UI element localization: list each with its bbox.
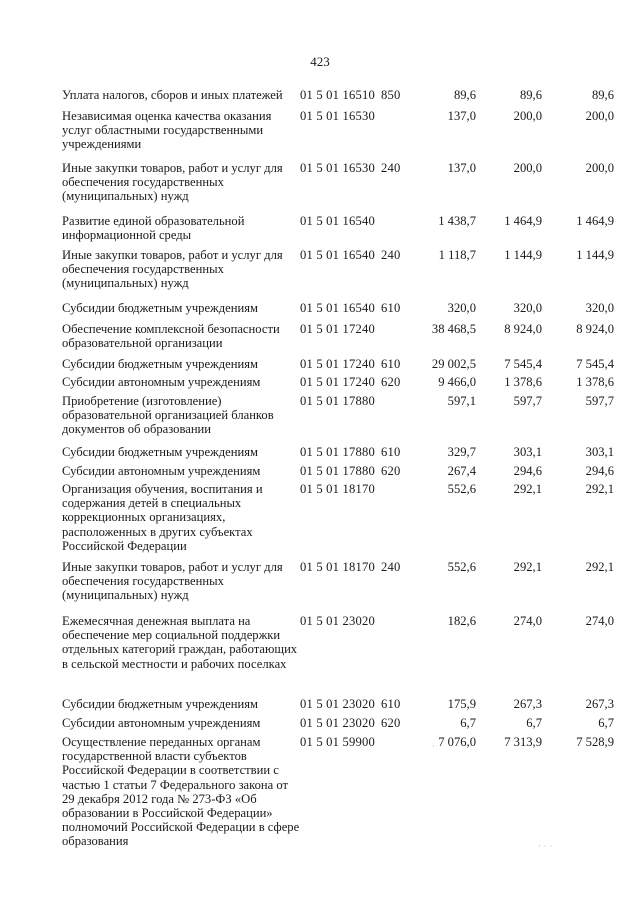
row-name: Субсидии бюджетным учреждениям	[62, 445, 258, 459]
table-row	[0, 560, 640, 614]
expense-type-code: 850	[381, 88, 401, 102]
amount-2: 6,7	[526, 716, 542, 730]
row-name: Субсидии автономным учреждениям	[62, 716, 261, 730]
amount-1: 597,1	[447, 394, 476, 408]
row-name: Субсидии бюджетным учреждениям	[62, 301, 258, 315]
table-row	[0, 375, 640, 394]
table-row	[0, 214, 640, 248]
amount-2: 320,0	[513, 301, 542, 315]
amount-3: 292,1	[585, 482, 614, 496]
row-name: Иные закупки товаров, работ и услуг для обеспечения государственных (муниципальных) нужд	[62, 560, 283, 603]
expense-type-code: 610	[381, 445, 401, 459]
amount-3: 274,0	[585, 614, 614, 628]
amount-2: 1 378,6	[504, 375, 542, 389]
amount-2: 303,1	[513, 445, 542, 459]
row-name: Организация обучения, воспитания и содержания детей в специальных коррекционных организациях, расположенных в других субъектах Российской Федерации	[62, 482, 263, 553]
page-number: 423	[310, 54, 330, 69]
row-name: Уплата налогов, сборов и иных платежей	[62, 88, 283, 102]
amount-3: 89,6	[591, 88, 614, 102]
table-row	[0, 716, 640, 735]
row-name: Осуществление переданных органам государственной власти субъектов Российской Федерации в соответствии с частью 1 статьи 7 Федерального закона от 29 декабря 2012 года № 273-ФЗ «Об образовании в Российской Федерации» полномочий Российской Федерации в сфере образования	[62, 735, 300, 849]
amount-2: 294,6	[513, 464, 542, 478]
amount-1: 1 118,7	[438, 248, 476, 262]
amount-3: 1 378,6	[576, 375, 614, 389]
table-row	[0, 445, 640, 464]
table-row	[0, 357, 640, 375]
amount-2: 292,1	[513, 482, 542, 496]
table-row	[0, 697, 640, 716]
amount-2: 89,6	[519, 88, 542, 102]
amount-1: 552,6	[447, 482, 476, 496]
table-row	[0, 248, 640, 301]
amount-2: 1 464,9	[504, 214, 542, 228]
table-row	[0, 614, 640, 697]
target-article-code: 01 5 01 16510	[300, 88, 376, 102]
amount-2: 292,1	[513, 560, 542, 574]
amount-1: 552,6	[447, 560, 476, 574]
amount-3: 292,1	[585, 560, 614, 574]
target-article-code: 01 5 01 17240	[300, 357, 376, 371]
table-row	[0, 161, 640, 214]
expense-type-code: 620	[381, 375, 401, 389]
amount-2: 200,0	[513, 109, 542, 123]
amount-1: 320,0	[447, 301, 476, 315]
target-article-code: 01 5 01 17880	[300, 464, 376, 478]
expense-type-code: 620	[381, 464, 401, 478]
row-name: Иные закупки товаров, работ и услуг для обеспечения государственных (муниципальных) нужд	[62, 248, 283, 291]
target-article-code: 01 5 01 17880	[300, 394, 376, 408]
table-row	[0, 88, 640, 109]
amount-3: 267,3	[585, 697, 614, 711]
target-article-code: 01 5 01 23020	[300, 614, 376, 628]
target-article-code: 01 5 01 17240	[300, 375, 376, 389]
target-article-code: 01 5 01 17880	[300, 445, 376, 459]
amount-1: 137,0	[447, 161, 476, 175]
amount-3: 1 144,9	[576, 248, 614, 262]
expense-type-code: 610	[381, 357, 401, 371]
amount-1: 175,9	[447, 697, 476, 711]
scan-artifact: ·	[432, 742, 435, 752]
amount-3: 294,6	[585, 464, 614, 478]
amount-1: 182,6	[447, 614, 476, 628]
table-row	[0, 735, 640, 885]
amount-3: 303,1	[585, 445, 614, 459]
table-row	[0, 394, 640, 445]
row-name: Ежемесячная денежная выплата на обеспечение мер социальной поддержки отдельных категорий граждан, работающих в сельской местности и рабочих поселках	[62, 614, 298, 671]
budget-table	[0, 88, 640, 885]
amount-3: 7 545,4	[576, 357, 614, 371]
row-name: Приобретение (изготовление) образовательной организацией бланков документов об образовании	[62, 394, 274, 437]
amount-2: 7 545,4	[504, 357, 542, 371]
table-row	[0, 464, 640, 482]
table-row	[0, 482, 640, 560]
expense-type-code: 240	[381, 248, 401, 262]
amount-1: 329,7	[447, 445, 476, 459]
amount-1: 89,6	[453, 88, 476, 102]
row-name: Иные закупки товаров, работ и услуг для обеспечения государственных (муниципальных) нужд	[62, 161, 283, 204]
scan-artifact: · · ·	[538, 842, 553, 852]
amount-2: 200,0	[513, 161, 542, 175]
target-article-code: 01 5 01 59900	[300, 735, 376, 749]
target-article-code: 01 5 01 23020	[300, 716, 376, 730]
row-name: Развитие единой образовательной информационной среды	[62, 214, 245, 243]
amount-3: 597,7	[585, 394, 614, 408]
amount-1: 1 438,7	[438, 214, 476, 228]
row-name: Субсидии бюджетным учреждениям	[62, 357, 258, 371]
target-article-code: 01 5 01 16540	[300, 248, 376, 262]
amount-1: 38 468,5	[431, 322, 476, 336]
amount-3: 320,0	[585, 301, 614, 315]
expense-type-code: 610	[381, 697, 401, 711]
target-article-code: 01 5 01 16530	[300, 161, 376, 175]
table-row	[0, 322, 640, 357]
amount-3: 200,0	[585, 161, 614, 175]
row-name: Субсидии автономным учреждениям	[62, 375, 261, 389]
amount-1: 267,4	[447, 464, 476, 478]
amount-2: 274,0	[513, 614, 542, 628]
amount-3: 6,7	[598, 716, 614, 730]
amount-2: 597,7	[513, 394, 542, 408]
target-article-code: 01 5 01 23020	[300, 697, 376, 711]
expense-type-code: 620	[381, 716, 401, 730]
amount-1: 6,7	[460, 716, 476, 730]
target-article-code: 01 5 01 16530	[300, 109, 376, 123]
row-name: Независимая оценка качества оказания услуг областными государственными учреждениями	[62, 109, 272, 152]
amount-3: 200,0	[585, 109, 614, 123]
amount-3: 7 528,9	[576, 735, 614, 749]
target-article-code: 01 5 01 16540	[300, 301, 376, 315]
target-article-code: 01 5 01 17240	[300, 322, 376, 336]
amount-2: 7 313,9	[504, 735, 542, 749]
amount-3: 1 464,9	[576, 214, 614, 228]
amount-1: 7 076,0	[438, 735, 476, 749]
table-row	[0, 301, 640, 322]
expense-type-code: 610	[381, 301, 401, 315]
amount-2: 8 924,0	[504, 322, 542, 336]
amount-2: 267,3	[513, 697, 542, 711]
target-article-code: 01 5 01 18170	[300, 560, 376, 574]
row-name: Обеспечение комплексной безопасности образовательной организации	[62, 322, 280, 351]
amount-1: 137,0	[447, 109, 476, 123]
amount-1: 29 002,5	[431, 357, 476, 371]
target-article-code: 01 5 01 18170	[300, 482, 376, 496]
expense-type-code: 240	[381, 161, 401, 175]
amount-2: 1 144,9	[504, 248, 542, 262]
table-row	[0, 109, 640, 161]
amount-3: 8 924,0	[576, 322, 614, 336]
expense-type-code: 240	[381, 560, 401, 574]
target-article-code: 01 5 01 16540	[300, 214, 376, 228]
row-name: Субсидии автономным учреждениям	[62, 464, 261, 478]
amount-1: 9 466,0	[438, 375, 476, 389]
row-name: Субсидии бюджетным учреждениям	[62, 697, 258, 711]
